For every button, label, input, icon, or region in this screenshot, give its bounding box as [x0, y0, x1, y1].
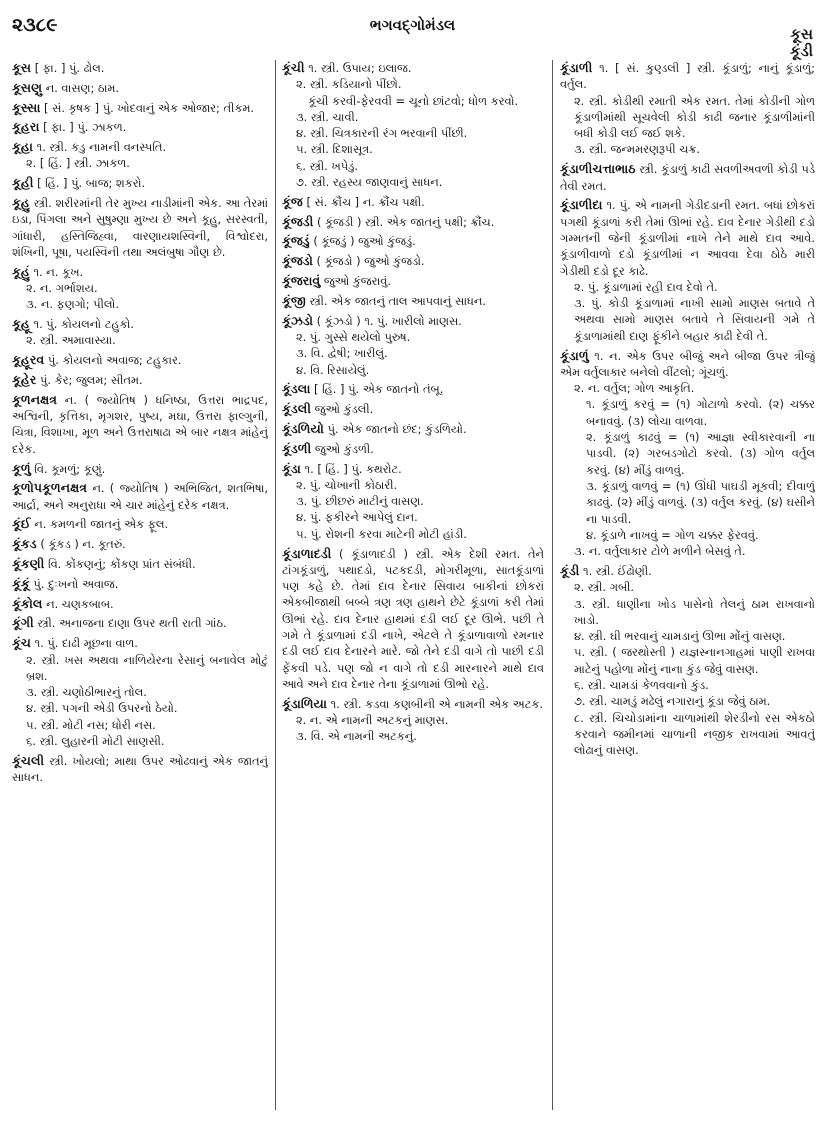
- column-1: [12, 60, 268, 1114]
- entry-text: ૧. પું. એ નામની ગેડીદડાની રમત. બધાં છોકરાં પગથી કૂંડાળાં કરી તેમાં ઊભાં રહે. દાવ દેનાર ગેડીથી દડો ગમ્મતની જેની કૂંડાળીમાં નાખે તેને માથે દાવ આવે. કૂંડાળીવાળો દડો કૂંડાળીમાં ન આવવા દેવા ઠોઠે મારી ગેડીથી દડો દૂર કાઢે.: [560, 198, 815, 278]
- entry-definition: [560, 60, 815, 93]
- entry-definition: [12, 480, 268, 513]
- entry-text: ૪. સ્ત્રી. ઘી ભરવાનું ચામડાનું ઊભા મોંનું વાસણ.: [574, 629, 786, 644]
- entry-sense: [282, 141, 544, 157]
- entry-definition: [12, 119, 268, 135]
- entry-definition: [282, 401, 544, 417]
- entry-text: ૨. કૂંડાળું કાઢવું = (૧) આજ્ઞા સ્વીકારવાની ના પાડવી. (૨) ગરબડગોટો કરવો. (૩) ગોળ વર્તુલ કરવું. (૪) મીંડું વાળવું.: [586, 430, 815, 477]
- entry-text: પું. કોયલનો અવાજ; ટહુકાર.: [47, 353, 182, 368]
- entry-definition: [12, 372, 268, 388]
- entry-text: ૩. વિ. દ્વેષી; ખારીલું.: [296, 346, 388, 361]
- entry-sense: [12, 332, 268, 348]
- entry-sense: [560, 429, 815, 478]
- entry-headword: કૂહેર: [12, 372, 37, 388]
- entry-sense: [560, 295, 815, 344]
- entry-text: ૪. સ્ત્રી. ચિત્રકારની રંગ ભરવાની પીંછી.: [296, 126, 468, 141]
- dictionary-entry: [282, 60, 544, 190]
- entry-headword: કૂંડળિયો: [282, 420, 324, 436]
- entry-text: ( કૂંજડું ) જુઓ કુંજડું.: [313, 234, 416, 249]
- page-header: [0, 0, 825, 60]
- dictionary-entry: [282, 273, 544, 289]
- entry-definition: [282, 313, 544, 329]
- entry-text: ૫. પું. રોશની કરવા માટેની મોટી હાંડી.: [296, 526, 467, 541]
- entry-sense: [560, 93, 815, 142]
- entry-definition: [12, 264, 268, 280]
- entry-headword: કૂળનક્ષત્ર: [12, 391, 57, 407]
- entry-definition: [12, 615, 268, 631]
- entry-text: ૭. સ્ત્રી. ચામડું મઢેલું નગારાનું કૂંડા જેવું ઠામ.: [574, 694, 771, 709]
- entry-definition: [282, 421, 544, 437]
- entry-text: સ્ત્રી. એક જાતનું તાલ આપવાનું સાધન.: [309, 293, 486, 308]
- entry-text: ૧. [ સં. કુણ્ડલી ] સ્ત્રી. કૂંડાળું; નાનું કૂંડાળું; વર્તુલ.: [560, 61, 815, 92]
- dictionary-entry: [282, 546, 544, 693]
- entry-text: સ્ત્રી. ખોયલો; માથા ઉપર ઓઢવાનું એક જાતનું સાધન.: [12, 753, 268, 785]
- entry-definition: [12, 576, 268, 592]
- dictionary-entry: [12, 352, 268, 368]
- column-divider: [275, 60, 276, 1110]
- entry-text: ૪. કૂંડાળે નાખવું = ગોળ ચક્કર ફેરવવું.: [586, 527, 759, 542]
- entry-headword: કૂસ: [12, 60, 32, 75]
- entry-text: ૩. સ્ત્રી. ધાણીના ખોડ પાસેનો તેલનું ઠામ રાખવાનો ખાડો.: [574, 596, 815, 627]
- entry-text: ૩. કૂંડાળું વાળવું = (૧) ઊંધી પાઘડી મૂકવી; દીવાળું કાઢવું. (૨) મીંડું વાળવું. (૩) વર્તુલ કરવું. (૪) ઘસીને ના પાડવી.: [586, 478, 815, 526]
- entry-headword: કૂહું: [12, 263, 30, 279]
- entry-definition: [12, 516, 268, 532]
- entry-sense: [12, 717, 268, 733]
- entry-sense: [560, 579, 815, 595]
- entry-headword: કૂંજડો: [282, 253, 313, 269]
- entry-sense: [282, 728, 544, 744]
- entry-text: ૧. સ્ત્રી. ઉપાય; ઇલાજ.: [308, 61, 412, 75]
- entry-text: ૨. [ હિં. ] સ્ત્રી. ઝાકળ.: [26, 156, 130, 171]
- running-title: ભગવદ્ગોમંડલ: [369, 16, 456, 34]
- entry-definition: [282, 273, 544, 289]
- entry-headword: કૂંકોલ: [12, 595, 43, 611]
- entry-headword: કૂળું: [12, 460, 31, 476]
- entry-headword: કૂંઈ: [12, 516, 31, 532]
- entry-sense: [12, 155, 268, 171]
- entry-headword: કૂંડાળી: [560, 60, 593, 75]
- entry-headword: કૂંકડ: [12, 536, 37, 552]
- dictionary-entry: [12, 753, 268, 786]
- entry-text: ૭. સ્ત્રી. રહસ્ય જાણવાનું સાધન.: [296, 175, 443, 190]
- entry-definition: [12, 536, 268, 552]
- entry-text: ૨. ન. વર્તુલ; ગોળ આકૃતિ.: [574, 381, 695, 396]
- entry-text: ૨. સ્ત્રી. કોડીથી રમાતી એક રમત. તેમાં કોડીની ગોળ કૂંડાળીમાંથી સૂચવેલી કોડી કાઢી જનાર કૂંડાળીમાંની બધી કોડી લઈ જઈ શકે.: [574, 93, 815, 141]
- entry-definition: [12, 100, 268, 116]
- dictionary-entry: [12, 139, 268, 172]
- guide-word-last: કૂંડી: [789, 42, 813, 60]
- entry-headword: કૂંડા: [282, 460, 301, 476]
- entry-text: ૨. સ્ત્રી. અમાવાસ્યા.: [26, 333, 116, 348]
- entry-definition: [282, 546, 544, 693]
- dictionary-entry: [12, 576, 268, 592]
- dictionary-entry: [12, 100, 268, 116]
- entry-definition: [282, 253, 544, 269]
- dictionary-entry: [12, 80, 268, 96]
- entry-headword: કૂળોપકૂળનક્ષત્ર: [12, 480, 88, 496]
- dictionary-entry: [12, 556, 268, 572]
- dictionary-entry: [12, 635, 268, 749]
- entry-text: ૩. ન. ફણગો; પીલો.: [26, 297, 119, 312]
- dictionary-entry: [282, 441, 544, 457]
- dictionary-entry: [12, 516, 268, 532]
- entry-sense: [12, 700, 268, 716]
- dictionary-entry: [282, 401, 544, 417]
- entry-text: [ હિં. ] પું. એક જાતનો તંબૂ.: [314, 382, 444, 397]
- entry-headword: કૂંડી: [560, 562, 580, 578]
- entry-text: ( કૂંઝડો ) ૧. પું. ખારીલો માણસ.: [316, 313, 462, 328]
- entry-sense: [12, 296, 268, 312]
- entry-text: ૨. સ્ત્રી. ખસ અથવા નાળિયેરના રેસાનું બનાવેલ મોટું બ્રશ.: [26, 652, 268, 683]
- entry-definition: [12, 316, 268, 332]
- entry-sense: [560, 693, 815, 709]
- entry-headword: કૂંજ: [282, 193, 303, 209]
- entry-text: ૨. ન. એ નામની અટકનું માણસ.: [296, 712, 449, 727]
- entry-text: ૧. સ્ત્રી. ઈંઢોણી.: [583, 563, 652, 578]
- entry-headword: કૂંડલા: [282, 381, 311, 397]
- entry-text: પું. એક જાતનો છંદ; કુંડળિયો.: [327, 421, 467, 436]
- entry-definition: [12, 596, 268, 612]
- entry-definition: [12, 753, 268, 786]
- entry-headword: કૂંઝડો: [282, 312, 313, 328]
- entry-text: ( કૂંજડી ) સ્ત્રી. એક જાતનું પક્ષી; ક્રૌંચ.: [316, 214, 495, 229]
- entry-text: ૨. પું. ગુસ્સે થયેલો પુરુષ.: [296, 329, 411, 344]
- entry-text: ૩. સ્ત્રી. જન્મમરણરૂપી ચક્ર.: [574, 142, 701, 157]
- entry-definition: [560, 161, 815, 194]
- entry-definition: [12, 556, 268, 572]
- entry-text: ૩. પું. કોડી કૂંડાળામાં નાખી સામો માણસ બતાવે તે અથવા સામો માણસ બતાવે તે સિવાયની ગમે તે કૂંડાળામાંથી દાણ ફૂંકીને બહાર કાઢી દેવી તે.: [574, 296, 815, 343]
- dictionary-entry: [12, 480, 268, 513]
- entry-text: ૩. પું. છીછરું માટીનું વાસણ.: [296, 494, 424, 509]
- entry-sense: [560, 527, 815, 543]
- entry-headword: કૂંડાળીચત્તાભાઠ: [560, 161, 636, 177]
- entry-text: ૨. ન. ગર્ભાશય.: [26, 281, 98, 296]
- dictionary-entry: [282, 214, 544, 230]
- entry-definition: [282, 293, 544, 309]
- dictionary-entry: [12, 316, 268, 349]
- dictionary-entry: [12, 461, 268, 477]
- dictionary-entry: [282, 421, 544, 437]
- entry-headword: કૂંજડી: [282, 213, 314, 229]
- entry-text: ( કૂંકડ ) ન. કૂતરું.: [40, 537, 126, 552]
- dictionary-entry: [282, 313, 544, 378]
- entry-headword: કૂંકણી: [12, 556, 45, 572]
- entry-sense: [282, 477, 544, 493]
- entry-headword: કૂસણુ: [12, 79, 43, 95]
- entry-definition: [282, 194, 544, 210]
- entry-sense: [560, 396, 815, 429]
- entry-sense: [560, 596, 815, 629]
- entry-headword: કૂંગી: [12, 615, 34, 631]
- entry-text: પું. કેર; જુલમ; સીતમ.: [39, 373, 143, 388]
- entry-definition: [560, 348, 815, 381]
- entry-definition: [12, 80, 268, 96]
- entry-definition: [12, 195, 268, 260]
- column-divider: [552, 60, 553, 1110]
- entry-text: [ ફા. ] પું. ઝાકળ.: [43, 120, 127, 135]
- entry-text: ૧. ન. એક ઉપર બીજું અને બીજા ઉપર ત્રીજું એમ વર્તુલાકાર બનેલો વીંટલો; ગૂંચળું.: [560, 348, 815, 379]
- entry-sense: [282, 76, 544, 92]
- entry-definition: [560, 563, 815, 579]
- entry-sense: [282, 158, 544, 174]
- entry-definition: [12, 139, 268, 155]
- entry-headword: કૂંડાળીદા: [560, 197, 603, 213]
- entry-text: વિ. કૂમળું; કૂણું.: [34, 461, 106, 476]
- entry-headword: કૂહુ: [12, 195, 30, 211]
- entry-text: જુઓ કુંડળી.: [314, 441, 374, 456]
- entry-text: કૂંચી કરવી-ફેરવવી = ચૂનો છાંટવો; ધોળ કરવો.: [308, 93, 519, 108]
- dictionary-entry: [282, 696, 544, 745]
- dictionary-entry: [12, 60, 268, 76]
- column-3: [560, 60, 815, 1114]
- dictionary-entry: [560, 563, 815, 759]
- entry-text: ૧. સ્ત્રી. કડવા કણબીની એ નામની એક અટક.: [330, 696, 543, 711]
- entry-definition: [282, 696, 544, 712]
- column-2: [282, 60, 544, 1114]
- dictionary-entry: [282, 293, 544, 309]
- entry-headword: કૂંડાળિયા: [282, 695, 327, 711]
- entry-headword: કૂંચલી: [12, 752, 45, 768]
- entry-text: ન. ( જ્યોતિષ ) ધનિષ્ઠા, ઉત્તરા ભાદ્રપદ, અશ્વિની, કૃત્તિકા, મૃગશર, પુષ્ય, મઘા, ઉત્તરા ફાલ્ગુની, ચિત્રા, વિશાખા, મૂળ અને ઉત્તરાષાઢા એ બાર નક્ષત્ર માંહેનું દરેક.: [12, 392, 268, 456]
- dictionary-entry: [282, 253, 544, 269]
- entry-text: જુઓ કુંડલી.: [314, 402, 374, 417]
- dictionary-columns: [12, 60, 815, 1114]
- entry-text: પું. દુઃખનો અવાજ.: [33, 576, 119, 591]
- dictionary-entry: [12, 596, 268, 612]
- dictionary-entry: [12, 615, 268, 631]
- entry-sense: [282, 345, 544, 361]
- entry-text: [ ફા. ] પું. ઢોલ.: [34, 61, 105, 75]
- entry-text: ૪. પું. ફકીરને આપેલું દાન.: [296, 510, 418, 525]
- dictionary-entry: [282, 381, 544, 397]
- entry-headword: કૂંડાળું: [560, 347, 589, 363]
- dictionary-entry: [560, 161, 815, 194]
- entry-definition: [560, 197, 815, 278]
- entry-sense: [282, 526, 544, 542]
- entry-headword: કૂહૂ: [12, 316, 30, 332]
- dictionary-entry: [12, 536, 268, 552]
- entry-text: ૨. પું. કૂંડાળામાં રહી દાવ દેવો તે.: [574, 279, 718, 294]
- entry-text: સ્ત્રી. અનાજના દાણા ઉપર થતી રાતી ગાંઠ.: [37, 616, 227, 631]
- entry-definition: [12, 175, 268, 191]
- entry-definition: [12, 635, 268, 651]
- entry-definition: [282, 233, 544, 249]
- entry-headword: કૂહૂરવ: [12, 352, 45, 368]
- entry-sense: [282, 125, 544, 141]
- entry-sense: [282, 712, 544, 728]
- entry-text: ન. કમળની જાતનું એક ફૂલ.: [34, 517, 169, 532]
- entry-headword: કૂંડળી: [282, 440, 312, 456]
- entry-text: ૧. સ્ત્રી. કડુ નામની વનસ્પતિ.: [36, 140, 167, 155]
- entry-sense: [282, 362, 544, 378]
- entry-headword: કૂહા: [12, 139, 33, 155]
- dictionary-entry: [282, 461, 544, 542]
- dictionary-entry: [12, 392, 268, 457]
- dictionary-entry: [282, 194, 544, 210]
- entry-text: [ હિં. ] પું. બાજ; શકરો.: [37, 176, 146, 191]
- entry-sense: [282, 493, 544, 509]
- entry-definition: [282, 441, 544, 457]
- entry-text: ૨. સ્ત્રી. ગબી.: [574, 580, 634, 595]
- entry-text: [ સં. ક્રૌંચ ] ન. ક્રૌંચ પક્ષી.: [306, 194, 425, 209]
- entry-text: ૫. સ્ત્રી. ( જરથોસ્તી ) યજ્ઞસ્નાનગાહમાં પાણી રાખવા માટેનું પહોળા મોંનું નાના કુંડ જેવું વાસણ.: [574, 645, 815, 676]
- entry-text: ૪. સ્ત્રી. પગની એડી ઉપરનો ઠેયો.: [26, 701, 178, 716]
- entry-headword: કૂહી: [12, 175, 34, 191]
- guide-words: [790, 26, 813, 60]
- dictionary-entry: [12, 372, 268, 388]
- dictionary-entry: [12, 175, 268, 191]
- entry-text: ૧. ન. કૂખ.: [33, 264, 84, 279]
- entry-text: ૪. વિ. રિસાયેલું.: [296, 362, 370, 377]
- entry-headword: કૂંજડું: [282, 233, 310, 249]
- entry-text: ૮. સ્ત્રી. ચિચોડામાંના ચાળામાંથી શેરડીનો રસ એકઠો કરવાને જમીનમાં ચાળાની નજીક રાખવામાં આવતું લોઢાનું વાસણ.: [574, 710, 815, 758]
- entry-headword: કૂસ્સા: [12, 99, 41, 115]
- entry-text: ન. વાસણ; ઠામ.: [45, 80, 120, 95]
- entry-text: વિ. કોંકણનું; કોંકણ પ્રાંત સંબંધી.: [48, 557, 196, 572]
- entry-text: ૫. સ્ત્રી. મોટી નસ; ધોરી નસ.: [26, 717, 156, 732]
- entry-text: સ્ત્રી. શરીરમાંની તેર મુખ્ય નાડીમાંની એક. આ તેરમાં ઇડા, પિંગલા અને સુષુમ્ણા મુખ્ય છે અને કૂહુ, સરસ્વતી, ગાંધારી, હસ્તિજિહ્વા, વારણાયશસ્વિની, વિશ્વોદરા, શંખિની, પૂષા, પયસ્વિની તથા અલંબુષા ગૌણ છે.: [12, 196, 268, 259]
- entry-text: ( કૂંડાળાદડી ) સ્ત્રી. એક દેશી રમત. તેને ટાંગકૂંડાળું, પથાદડો, પટકદડી, મોગરીમૂળા, સાતકૂંડાળાં પણ કહે છે. તેમાં દાવ દેનાર સિવાય બાકીનાં છોકરાં એકબીજાથી બબ્બે ત્રણ ત્રણ હાથને છેટે કૂંડાળાં કરી તેમાં ઊભાં રહે. દાવ દેનાર હાથમાં દડી લઈ દૂર ઊભે. પછી તે ગમે તે કૂંડાળામાં દડી નાખે, એટલે તે કૂંડાળાવાળો રમનાર દડી લઈ દાવ દેનારને મારે. જો તેને દડી વાગે તો પાછી દડી ફેંકવી પડે. પણ જો ન વાગે તો દડી મારનારને માથે દાવ આવે અને દાવ દેનાર તેના કૂંડાળામાં ઊભો રહે.: [282, 546, 544, 691]
- entry-text: ૧. પું. દાઢી મૂછના વાળ.: [34, 636, 138, 651]
- entry-text: ન. ( જ્યોતિષ ) અભિજિત, શતભિષા, આર્દ્રા, અને અનુરાધા એ ચાર માંહેનું દરેક નક્ષત્ર.: [12, 481, 268, 512]
- entry-text: ૬. સ્ત્રી. લુહારની મોટી સાણસી.: [26, 733, 165, 748]
- entry-text: ૨. સ્ત્રી. કડિયાનો પીંછો.: [296, 77, 402, 92]
- entry-sense: [560, 141, 815, 157]
- entry-definition: [282, 461, 544, 477]
- entry-sense: [282, 509, 544, 525]
- entry-sense: [12, 652, 268, 685]
- entry-text: [ સં. કૃષક ] પું. ખોદવાનું એક ઓજાર; તીકમ.: [44, 100, 255, 115]
- entry-sense: [560, 628, 815, 644]
- entry-definition: [12, 461, 268, 477]
- entry-definition: [282, 381, 544, 397]
- entry-sense: [560, 478, 815, 527]
- entry-headword: કૂહરા: [12, 119, 40, 135]
- entry-headword: કૂંડલી: [282, 401, 311, 417]
- entry-text: ૧. પું. કોયલનો ટહુકો.: [33, 317, 134, 332]
- entry-headword: કૂંચી: [282, 60, 305, 75]
- dictionary-entry: [560, 197, 815, 344]
- dictionary-entry: [560, 348, 815, 560]
- entry-text: ૩. સ્ત્રી. ચણોઠીભારનું તોલ.: [26, 685, 147, 700]
- dictionary-entry: [12, 195, 268, 260]
- entry-sense: [282, 174, 544, 190]
- entry-text: ૩. ન. વર્તુલાકાર ટોળે મળીને બેસવું તે.: [574, 544, 746, 559]
- page-number: ૨૩૮૯: [12, 14, 58, 36]
- entry-text: ન. ચણકબાબ.: [46, 596, 114, 611]
- entry-sense: [12, 280, 268, 296]
- dictionary-entry: [12, 264, 268, 313]
- entry-text: ૫. સ્ત્રી. દિશાસૂત્ર.: [296, 142, 373, 157]
- entry-sense: [12, 733, 268, 749]
- entry-headword: કૂંડાળાદડી: [282, 545, 332, 561]
- entry-text: સ્ત્રી. કૂંડાળું કાઢી સવળીઅવળી કોડી પડે તેવી રમત.: [560, 162, 815, 193]
- entry-sense: [560, 710, 815, 759]
- entry-sense: [12, 684, 268, 700]
- entry-headword: કૂંજરાવું: [282, 273, 321, 289]
- entry-sense: [560, 644, 815, 677]
- guide-word-first: કૂસ: [790, 25, 813, 43]
- entry-definition: [12, 60, 268, 76]
- dictionary-entry: [12, 119, 268, 135]
- entry-text: ૧. [ હિં. ] પું. કથરોટ.: [304, 461, 402, 476]
- entry-headword: કૂંકૂં: [12, 575, 30, 591]
- entry-text: ૨. પું. ચોખાની કોઠારી.: [296, 477, 398, 492]
- entry-sense: [560, 543, 815, 559]
- entry-text: ૩. વિ. એ નામની અટકનું.: [296, 729, 417, 744]
- entry-sense: [282, 93, 544, 109]
- entry-definition: [282, 60, 544, 76]
- dictionary-entry: [560, 60, 815, 158]
- entry-definition: [12, 352, 268, 368]
- entry-text: ૧. કૂંડાળું કરવું = (૧) ગોટાળો કરવો. (૨) ચક્કર બનાવવું. (૩) લોચા વાળવા.: [586, 397, 815, 428]
- dictionary-entry: [282, 233, 544, 249]
- entry-text: ( કૂંજડો ) જુઓ કુંજડો.: [316, 254, 425, 269]
- entry-definition: [12, 392, 268, 457]
- entry-sense: [560, 677, 815, 693]
- entry-sense: [282, 109, 544, 125]
- entry-sense: [560, 279, 815, 295]
- entry-text: ૬. સ્ત્રી. ખપેડું.: [296, 158, 358, 173]
- entry-text: જુઓ કુંજરાવું.: [323, 274, 391, 289]
- entry-definition: [282, 214, 544, 230]
- entry-headword: કૂંજી: [282, 292, 306, 308]
- entry-sense: [282, 329, 544, 345]
- entry-sense: [560, 380, 815, 396]
- entry-text: ૩. સ્ત્રી. ચાવી.: [296, 109, 359, 124]
- entry-text: ૬. સ્ત્રી. ચામડાં કેળવવાનો કુંડ.: [574, 677, 709, 692]
- entry-headword: કૂંચ: [12, 635, 31, 651]
